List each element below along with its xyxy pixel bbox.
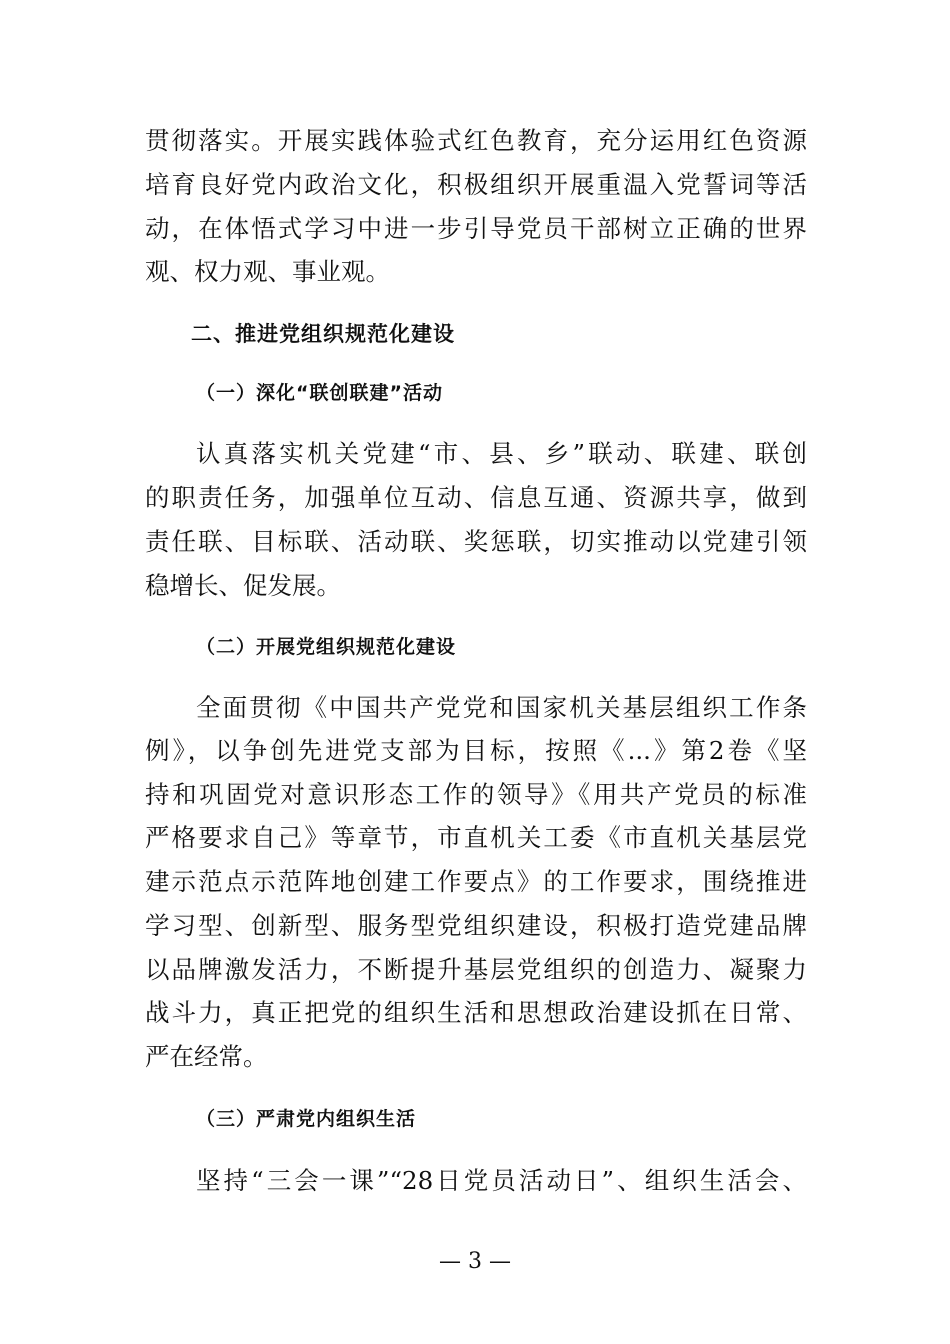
text-line: 例》，以争创先进党支部为目标，按照《...》第2卷《坚 <box>145 736 807 765</box>
text-line: 坚持“三会一课”“28日党员活动日”、组织生活会、 <box>196 1166 807 1195</box>
text-line: 严格要求自己》等章节，市直机关工委《市直机关基层党 <box>145 823 807 852</box>
text-line: 认真落实机关党建“市、县、乡”联动、联建、联创 <box>196 439 807 468</box>
text-line: 责任联、目标联、活动联、奖惩联，切实推动以党建引领 <box>145 527 807 556</box>
text-line: 学习型、创新型、服务型党组织建设，积极打造党建品牌 <box>145 911 807 940</box>
text-line: 以品牌激发活力，不断提升基层党组织的创造力、凝聚力 <box>145 955 807 984</box>
text-line: 培育良好党内政治文化，积极组织开展重温入党誓词等活 <box>145 170 807 199</box>
text-line: 贯彻落实。开展实践体验式红色教育，充分运用红色资源 <box>145 126 807 155</box>
subsection-heading: （二）开展党组织规范化建设 <box>196 636 457 658</box>
text-line: 战斗力，真正把党的组织生活和思想政治建设抓在日常、 <box>145 998 807 1027</box>
text-line: 动，在体悟式学习中进一步引导党员干部树立正确的世界 <box>145 214 807 243</box>
text-line: 的职责任务，加强单位互动、信息互通、资源共享，做到 <box>145 483 807 512</box>
section-heading: 二、推进党组织规范化建设 <box>191 322 455 346</box>
text-line: 持和巩固党对意识形态工作的领导》《用共产党员的标准 <box>145 780 807 809</box>
subsection-heading: （一）深化“联创联建”活动 <box>196 382 443 404</box>
text-line: 稳增长、促发展。 <box>145 571 341 600</box>
text-line: 建示范点示范阵地创建工作要点》的工作要求，围绕推进 <box>145 867 807 896</box>
text-line: 严在经常。 <box>145 1042 268 1071</box>
text-line: 全面贯彻《中国共产党党和国家机关基层组织工作条 <box>196 693 807 722</box>
text-line: 观、权力观、事业观。 <box>145 257 390 286</box>
page-number: — 3 — <box>439 1249 511 1274</box>
subsection-heading: （三）严肃党内组织生活 <box>196 1108 417 1130</box>
